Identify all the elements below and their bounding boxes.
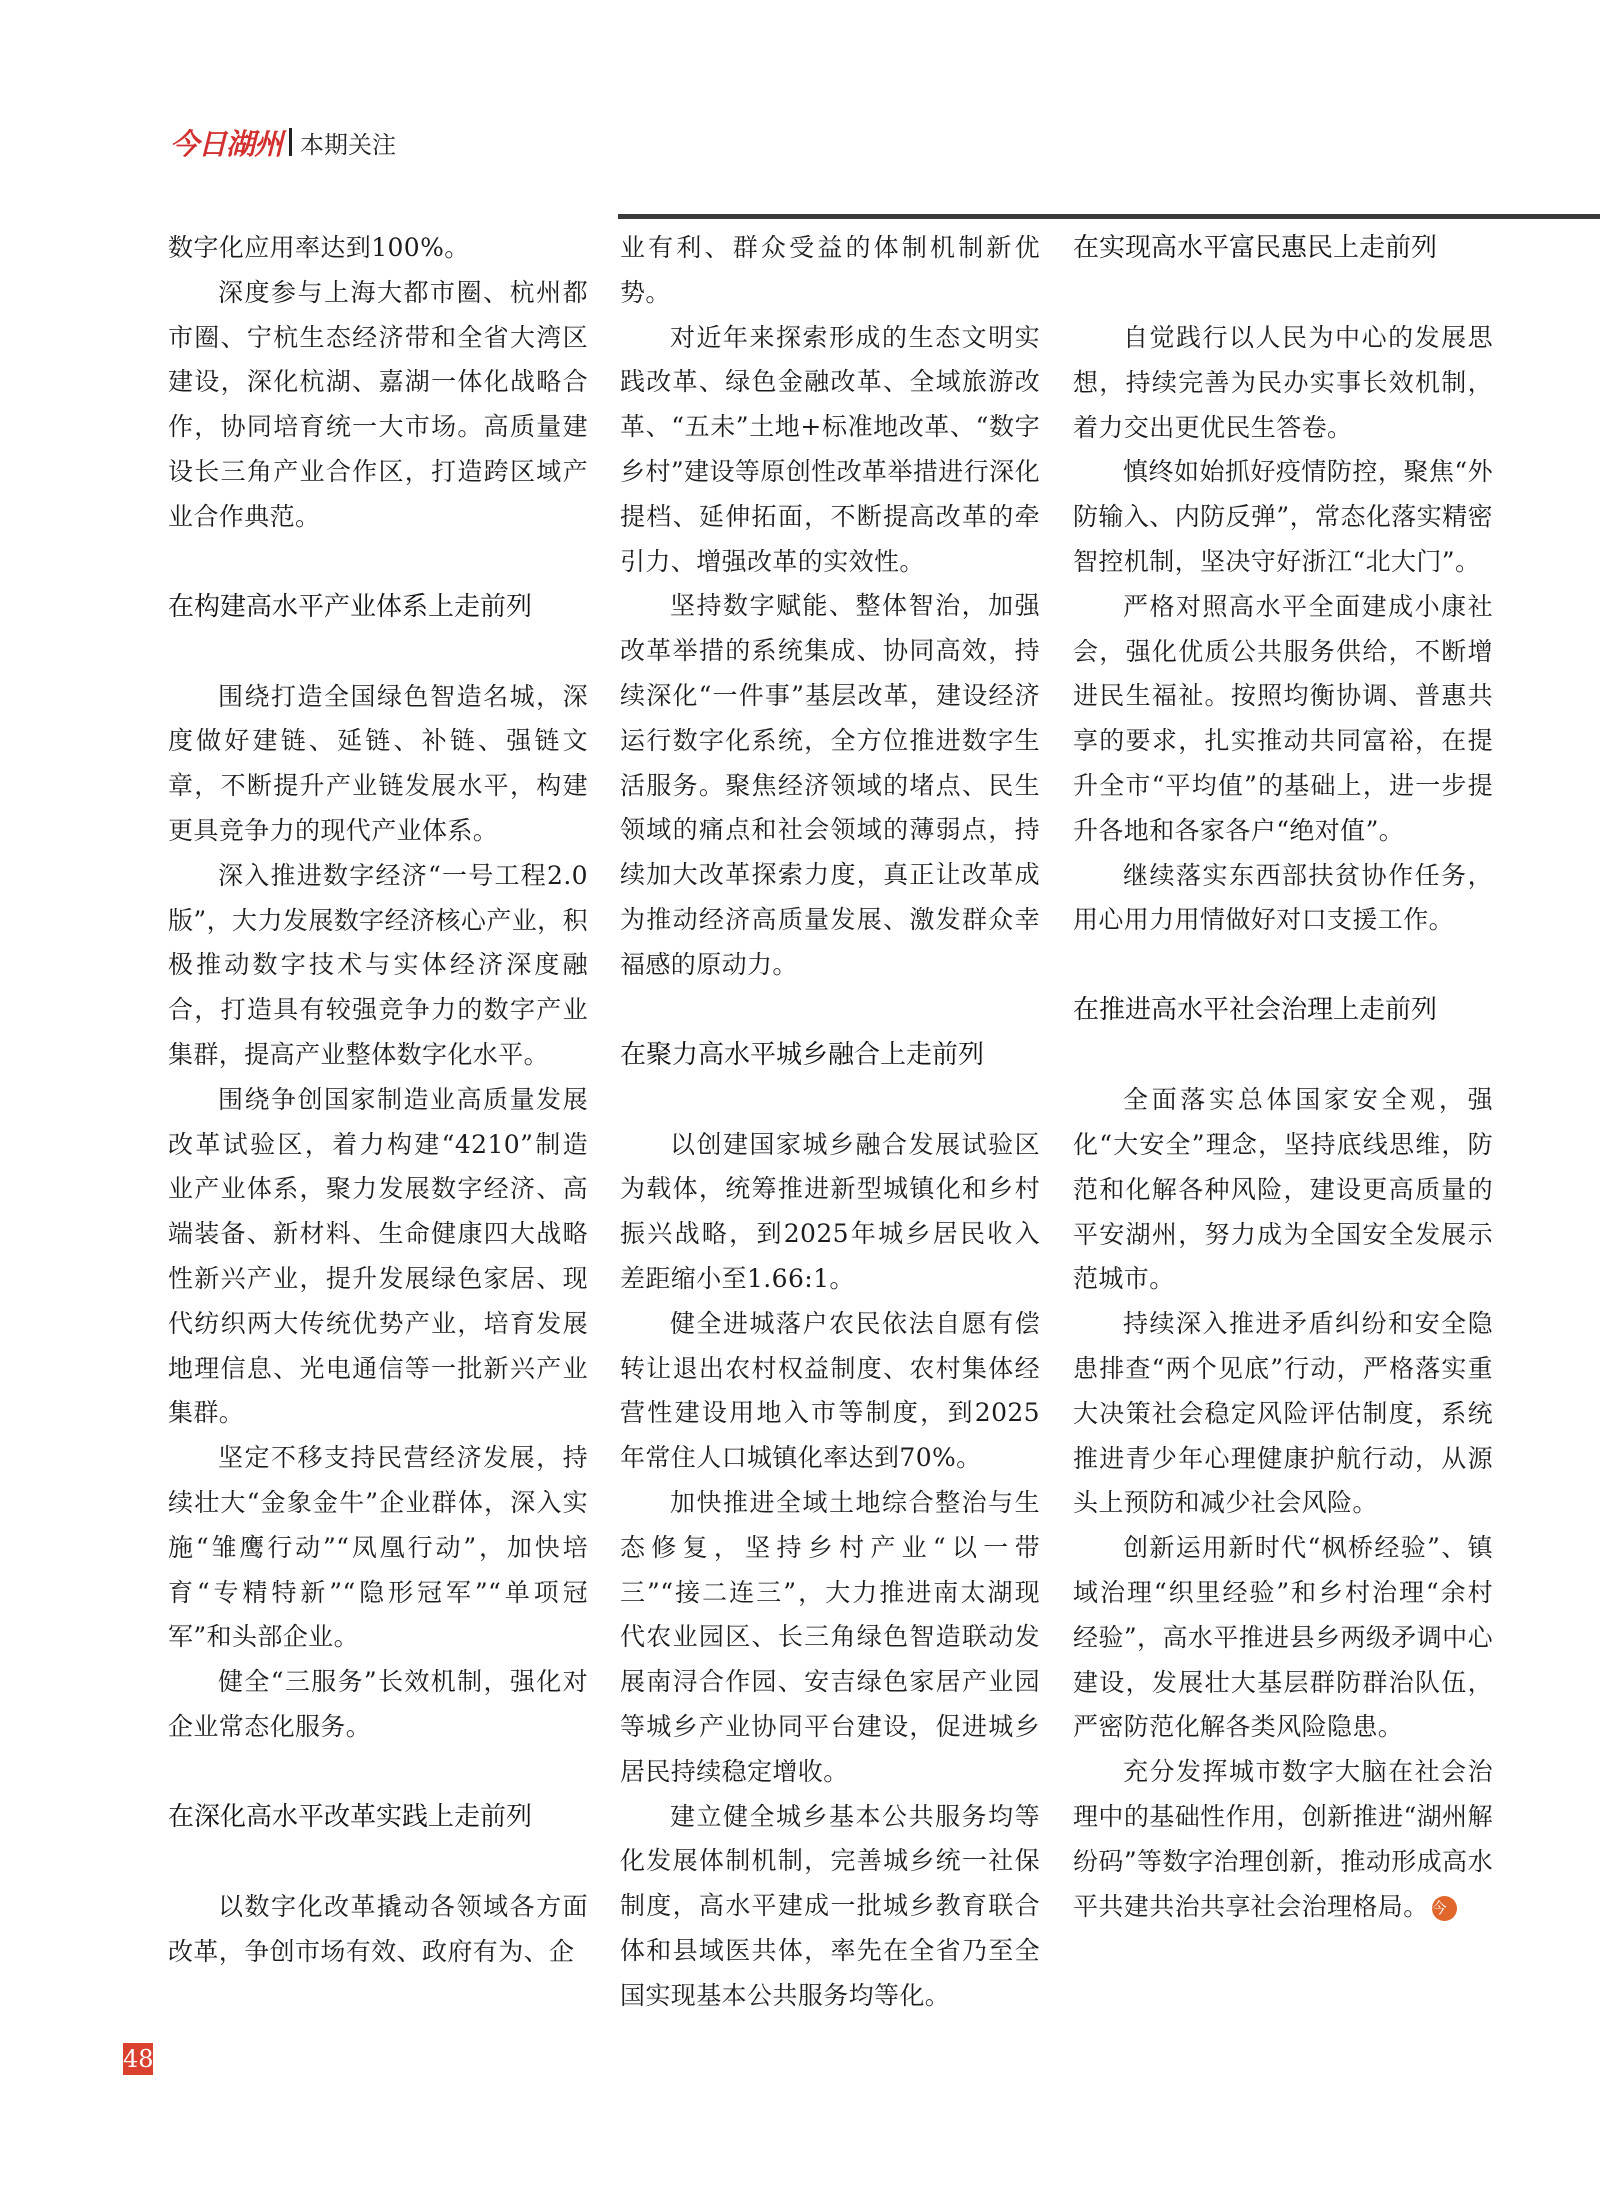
body-paragraph bbox=[1073, 585, 1493, 854]
body-paragraph bbox=[620, 1481, 1040, 1795]
body-paragraph bbox=[168, 1436, 588, 1660]
paragraph-text: 创新运用新时代“枫桥经验”、镇域治理“织里经验”和乡村治理“余村经验”，高水平推进县乡两级矛调中心建设，发展壮大基层群防群治队伍，严密防范化解各类风险隐患。 bbox=[1073, 1533, 1493, 1742]
section-spacer bbox=[620, 1078, 1040, 1123]
paragraph-text: 继续落实东西部扶贫协作任务，用心用力用情做好对口支援工作。 bbox=[1073, 860, 1493, 935]
body-paragraph bbox=[1073, 1526, 1493, 1750]
body-paragraph bbox=[620, 226, 1040, 316]
section-spacer bbox=[1073, 1033, 1493, 1078]
body-paragraph bbox=[620, 1123, 1040, 1302]
section-spacer bbox=[168, 630, 588, 675]
header-divider bbox=[289, 128, 292, 156]
body-paragraph bbox=[168, 226, 588, 271]
paragraph-text: 坚持数字赋能、整体智治，加强改革举措的系统集成、协同高效，持续深化“一件事”基层改革，建设经济运行数字化系统，全方位推进数字生活服务。聚焦经济领域的堵点、民生领域的痛点和社会领域的薄弱点，持续加大改革探索力度，真正让改革成为推动经济高质量发展、激发群众幸福感的原动力。 bbox=[620, 591, 1040, 979]
body-paragraph bbox=[1073, 1750, 1493, 1929]
section-heading: 在构建高水平产业体系上走前列 bbox=[168, 591, 533, 622]
paragraph-text: 自觉践行以人民为中心的发展思想，持续完善为民办实事长效机制，着力交出更优民生答卷。 bbox=[1073, 323, 1493, 442]
body-paragraph bbox=[168, 1660, 588, 1750]
page-number: 48 bbox=[123, 2045, 154, 2073]
section-heading: 在深化高水平改革实践上走前列 bbox=[168, 1801, 533, 1832]
paragraph-text: 业有利、群众受益的体制机制新优势。 bbox=[620, 233, 1040, 307]
body-paragraph bbox=[168, 854, 588, 1078]
article-column-1 bbox=[168, 226, 588, 1974]
article-end-icon: 今 bbox=[1432, 1896, 1457, 1921]
body-paragraph bbox=[620, 316, 1040, 585]
page-header bbox=[170, 124, 396, 160]
paragraph-text: 健全“三服务”长效机制，强化对企业常态化服务。 bbox=[168, 1667, 588, 1741]
paragraph-text: 健全进城落户农民依法自愿有偿转让退出农村权益制度、农村集体经营性建设用地入市等制度，到2025年常住人口城镇化率达到70%。 bbox=[620, 1308, 1040, 1473]
body-paragraph bbox=[1073, 1302, 1493, 1526]
section-spacer bbox=[168, 540, 588, 585]
paragraph-text: 深度参与上海大都市圈、杭州都市圈、宁杭生态经济带和全省大湾区建设，深化杭湖、嘉湖一体化战略合作，协同培育统一大市场。高质量建设长三角产业合作区，打造跨区域产业合作典范。 bbox=[168, 277, 588, 531]
body-paragraph bbox=[168, 271, 588, 540]
paragraph-text: 加快推进全域土地综合整治与生态修复，坚持乡村产业“以一带三”“接二连三”，大力推进南太湖现代农业园区、长三角绿色智造联动发展南浔合作园、安吉绿色家居产业园等城乡产业协同平台建设，促进城乡居民持续稳定增收。 bbox=[620, 1487, 1040, 1786]
paragraph-text: 全面落实总体国家安全观，强化“大安全”理念，坚持底线思维，防范和化解各种风险，建设更高质量的平安湖州，努力成为全国安全发展示范城市。 bbox=[1073, 1085, 1493, 1294]
body-paragraph bbox=[1073, 450, 1493, 584]
body-paragraph bbox=[620, 584, 1040, 987]
body-paragraph bbox=[168, 675, 588, 854]
paragraph-text: 严格对照高水平全面建成小康社会，强化优质公共服务供给，不断增进民生福祉。按照均衡协调、普惠共享的要求，扎实推动共同富裕，在提升全市“平均值”的基础上，进一步提升各地和各家各户“绝对值”。 bbox=[1073, 591, 1493, 845]
body-paragraph bbox=[620, 1302, 1040, 1481]
paragraph-text: 坚定不移支持民营经济发展，持续壮大“金象金牛”企业群体，深入实施“雏鹰行动”“凤凰行动”，加快培育“专精特新”“隐形冠军”“单项冠军”和头部企业。 bbox=[168, 1443, 588, 1652]
paragraph-text: 深入推进数字经济“一号工程2.0版”，大力发展数字经济核心产业，积极推动数字技术与实体经济深度融合，打造具有较强竞争力的数字产业集群，提高产业整体数字化水平。 bbox=[168, 860, 588, 1069]
article-column-2 bbox=[620, 226, 1040, 2018]
paragraph-text: 慎终如始抓好疫情防控，聚焦“外防输入、内防反弹”，常态化落实精密智控机制，坚决守好浙江“北大门”。 bbox=[1073, 457, 1493, 576]
section-heading: 在实现高水平富民惠民上走前列 bbox=[1073, 233, 1438, 263]
paragraph-text: 围绕打造全国绿色智造名城，深度做好建链、延链、补链、强链文章，不断提升产业链发展水平，构建更具竞争力的现代产业体系。 bbox=[168, 681, 588, 845]
section-spacer bbox=[1073, 943, 1493, 988]
article-column-3 bbox=[1073, 226, 1493, 1929]
paragraph-text: 数字化应用率达到100%。 bbox=[168, 233, 470, 262]
body-paragraph bbox=[1073, 1078, 1493, 1302]
body-paragraph bbox=[620, 1795, 1040, 2019]
section-spacer bbox=[168, 1750, 588, 1795]
section-spacer bbox=[1073, 271, 1493, 316]
body-paragraph bbox=[168, 1078, 588, 1436]
paragraph-text: 以创建国家城乡融合发展试验区为载体，统筹推进新型城镇化和乡村振兴战略，到2025年城乡居民收入差距缩小至1.66:1。 bbox=[620, 1129, 1040, 1293]
body-paragraph bbox=[1073, 316, 1493, 450]
section-heading: 在推进高水平社会治理上走前列 bbox=[1073, 995, 1438, 1026]
paragraph-text: 以数字化改革撬动各领域各方面改革，争创市场有效、政府有为、企 bbox=[168, 1891, 588, 1966]
paragraph-text: 对近年来探索形成的生态文明实践改革、绿色金融改革、全域旅游改革、“五未”土地+标准地改革、“数字乡村”建设等原创性改革举措进行深化提档、延伸拓面，不断提高改革的牵引力、增强改革的实效性。 bbox=[620, 322, 1040, 576]
paragraph-text: 持续深入推进矛盾纠纷和安全隐患排查“两个见底”行动，严格落实重大决策社会稳定风险评估制度，系统推进青少年心理健康护航行动，从源头上预防和减少社会风险。 bbox=[1073, 1309, 1493, 1518]
paragraph-text: 充分发挥城市数字大脑在社会治理中的基础性作用，创新推进“湖州解纷码”等数字治理创新，推动形成高水平共建共治共享社会治理格局。 bbox=[1073, 1757, 1493, 1921]
section-label: 本期关注 bbox=[300, 130, 397, 159]
body-paragraph bbox=[168, 1885, 588, 1975]
section-heading: 在聚力高水平城乡融合上走前列 bbox=[620, 1039, 985, 1070]
paragraph-text: 围绕争创国家制造业高质量发展改革试验区，着力构建“4210”制造业产业体系，聚力发展数字经济、高端装备、新材料、生命健康四大战略性新兴产业，提升发展绿色家居、现代纺织两大传统优势产业，培育发展地理信息、光电通信等一批新兴产业集群。 bbox=[168, 1084, 588, 1428]
paragraph-text: 建立健全城乡基本公共服务均等化发展体制机制，完善城乡统一社保制度，高水平建成一批城乡教育联合体和县域医共体，率先在全省乃至全国实现基本公共服务均等化。 bbox=[620, 1801, 1040, 2010]
body-paragraph bbox=[1073, 854, 1493, 944]
top-rule bbox=[618, 214, 1600, 219]
section-spacer bbox=[168, 1840, 588, 1885]
section-spacer bbox=[620, 988, 1040, 1033]
magazine-logo: 今日湖州 bbox=[170, 126, 283, 161]
